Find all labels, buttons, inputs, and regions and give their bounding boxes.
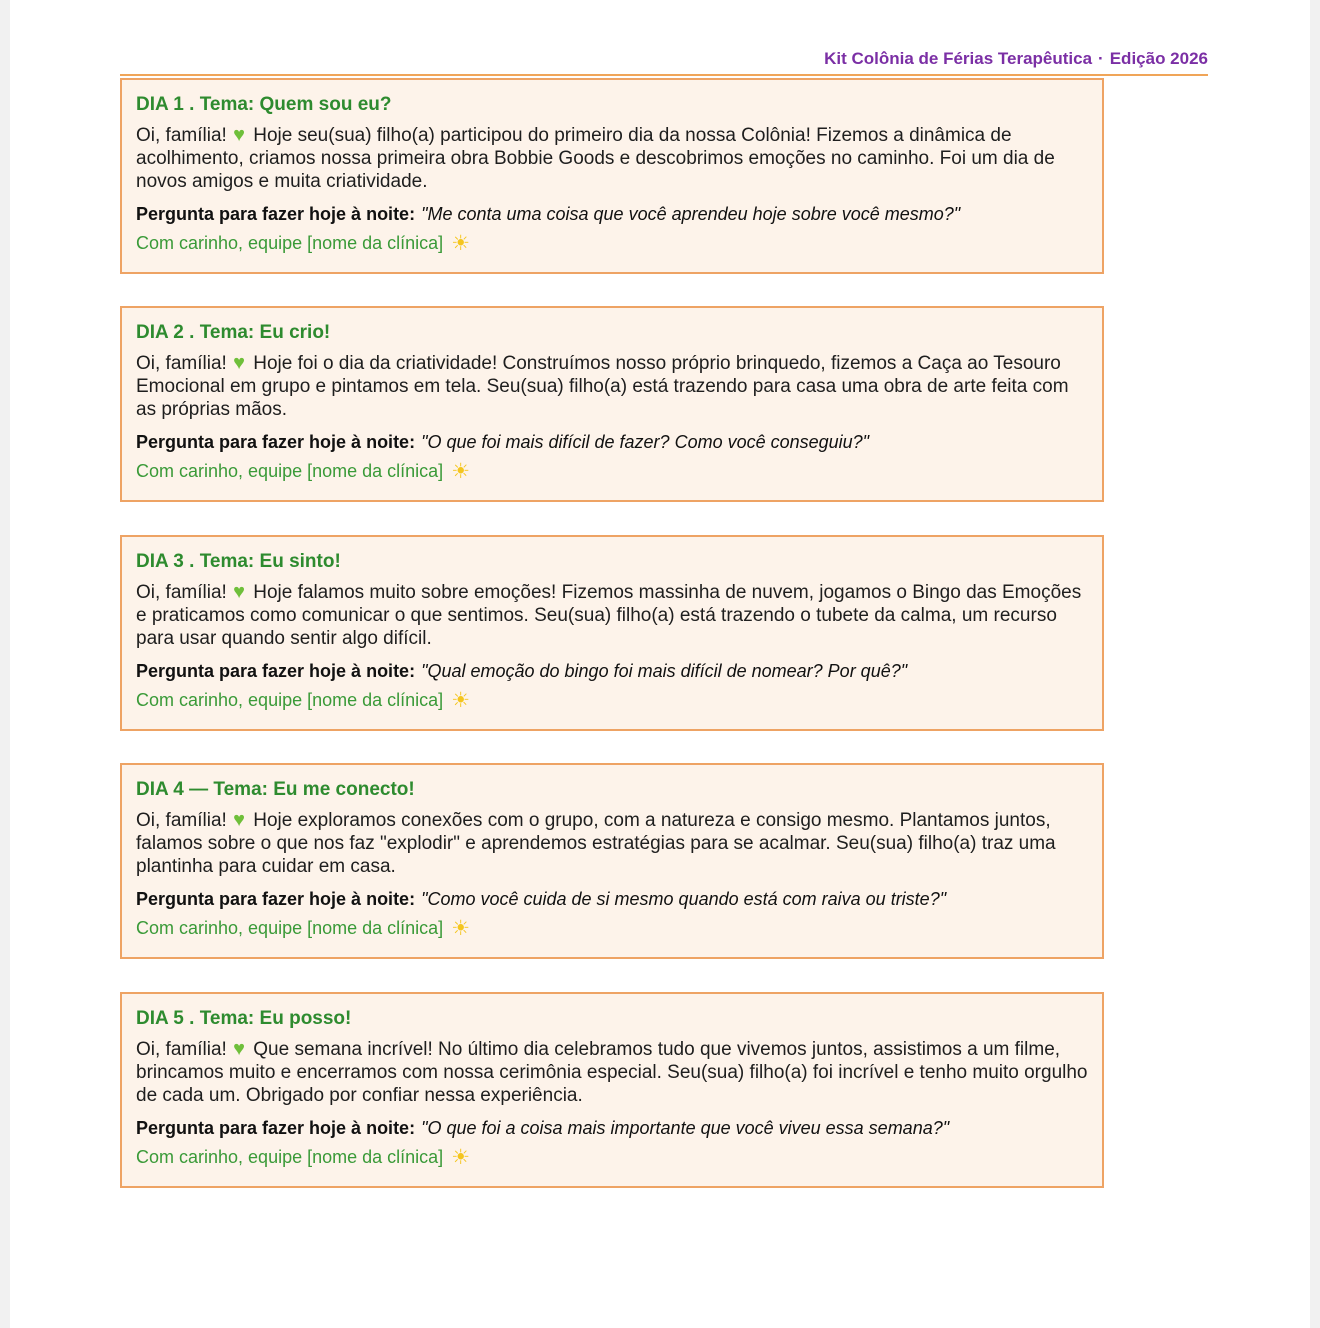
green-heart-icon: ♥ [233, 352, 245, 374]
green-heart-icon: ♥ [233, 124, 245, 146]
greeting: Oi, família! [136, 582, 227, 603]
greeting: Oi, família! [136, 810, 227, 831]
card-title: DIA 1 . Tema: Quem sou eu? [136, 94, 392, 115]
day-card-4 [120, 763, 1104, 959]
message-text: Hoje foi o dia da criatividade! Construímos nosso próprio brinquedo, fizemos a Caça ao Tesouro Emocional em grupo e pintamos em tela. Seu(sua) filho(a) está trazendo para casa uma obra de arte feita com as próprias mãos. [136, 353, 1069, 420]
signature [136, 459, 1088, 484]
sun-icon: ☀ [451, 1146, 470, 1169]
signature [136, 1145, 1088, 1170]
question-text: "O que foi mais difícil de fazer? Como você conseguiu?" [421, 432, 870, 452]
night-question [136, 203, 1088, 225]
message-text: Hoje seu(sua) filho(a) participou do primeiro dia da nossa Colônia! Fizemos a dinâmica de acolhimento, criamos nossa primeira obra Bobbie Goods e descobrimos emoções no caminho. Foi um dia de novos amigos e muita criatividade. [136, 125, 1055, 192]
kit-title: Kit Colônia de Férias Terapêutica [824, 49, 1093, 68]
day-card-3 [120, 535, 1104, 731]
card-title: DIA 3 . Tema: Eu sinto! [136, 551, 341, 572]
card-title: DIA 4 — Tema: Eu me conecto! [136, 779, 415, 800]
day-card-5 [120, 992, 1104, 1188]
card-message [136, 1038, 1088, 1107]
signature [136, 916, 1088, 941]
green-heart-icon: ♥ [233, 581, 245, 603]
greeting: Oi, família! [136, 1039, 227, 1060]
sun-icon: ☀ [451, 460, 470, 483]
card-message [136, 124, 1088, 193]
edition-label: Edição 2026 [1109, 49, 1208, 68]
night-question [136, 431, 1088, 453]
signature [136, 231, 1088, 256]
signature-text: Com carinho, equipe [nome da clínica] [136, 233, 444, 253]
day-card-2 [120, 306, 1104, 502]
day-card-1 [120, 78, 1104, 274]
greeting: Oi, família! [136, 125, 227, 146]
question-text: "Me conta uma coisa que você aprendeu hoje sobre você mesmo?" [421, 204, 961, 224]
signature-text: Com carinho, equipe [nome da clínica] [136, 1147, 444, 1167]
page-header [120, 46, 1208, 76]
green-heart-icon: ♥ [233, 1038, 245, 1060]
green-heart-icon: ♥ [233, 809, 245, 831]
night-question [136, 888, 1088, 910]
question-text: "Como você cuida de si mesmo quando está com raiva ou triste?" [421, 889, 947, 909]
question-label: Pergunta para fazer hoje à noite: [136, 432, 416, 452]
question-label: Pergunta para fazer hoje à noite: [136, 204, 416, 224]
sun-icon: ☀ [451, 232, 470, 255]
message-text: Hoje falamos muito sobre emoções! Fizemos massinha de nuvem, jogamos o Bingo das Emoções e praticamos como comunicar o que sentimos. Seu(sua) filho(a) está trazendo o tubete da calma, um recurso para usar quando sentir algo difícil. [136, 582, 1082, 649]
signature-text: Com carinho, equipe [nome da clínica] [136, 690, 444, 710]
card-message [136, 809, 1088, 878]
card-title: DIA 5 . Tema: Eu posso! [136, 1008, 352, 1029]
night-question [136, 1117, 1088, 1139]
signature-text: Com carinho, equipe [nome da clínica] [136, 461, 444, 481]
night-question [136, 660, 1088, 682]
question-label: Pergunta para fazer hoje à noite: [136, 1118, 416, 1138]
question-label: Pergunta para fazer hoje à noite: [136, 889, 416, 909]
card-message [136, 581, 1088, 650]
message-text: Hoje exploramos conexões com o grupo, com a natureza e consigo mesmo. Plantamos juntos, falamos sobre o que nos faz "explodir" e aprendemos estratégias para se acalmar. Seu(sua) filho(a) traz uma plantinha para cuidar em casa. [136, 810, 1056, 877]
signature [136, 688, 1088, 713]
sun-icon: ☀ [451, 917, 470, 940]
question-text: "O que foi a coisa mais importante que você viveu essa semana?" [421, 1118, 950, 1138]
message-text: Que semana incrível! No último dia celebramos tudo que vivemos juntos, assistimos a um filme, brincamos muito e encerramos com nossa cerimônia especial. Seu(sua) filho(a) foi incrível e tenho muito orgulho de cada um. Obrigado por confiar nessa experiência. [136, 1039, 1088, 1106]
question-label: Pergunta para fazer hoje à noite: [136, 661, 416, 681]
signature-text: Com carinho, equipe [nome da clínica] [136, 918, 444, 938]
card-title: DIA 2 . Tema: Eu crio! [136, 322, 331, 343]
question-text: "Qual emoção do bingo foi mais difícil de nomear? Por quê?" [421, 661, 908, 681]
greeting: Oi, família! [136, 353, 227, 374]
document-page [10, 0, 1310, 1328]
card-message [136, 352, 1088, 421]
sun-icon: ☀ [451, 689, 470, 712]
header-separator: · [1098, 49, 1104, 68]
